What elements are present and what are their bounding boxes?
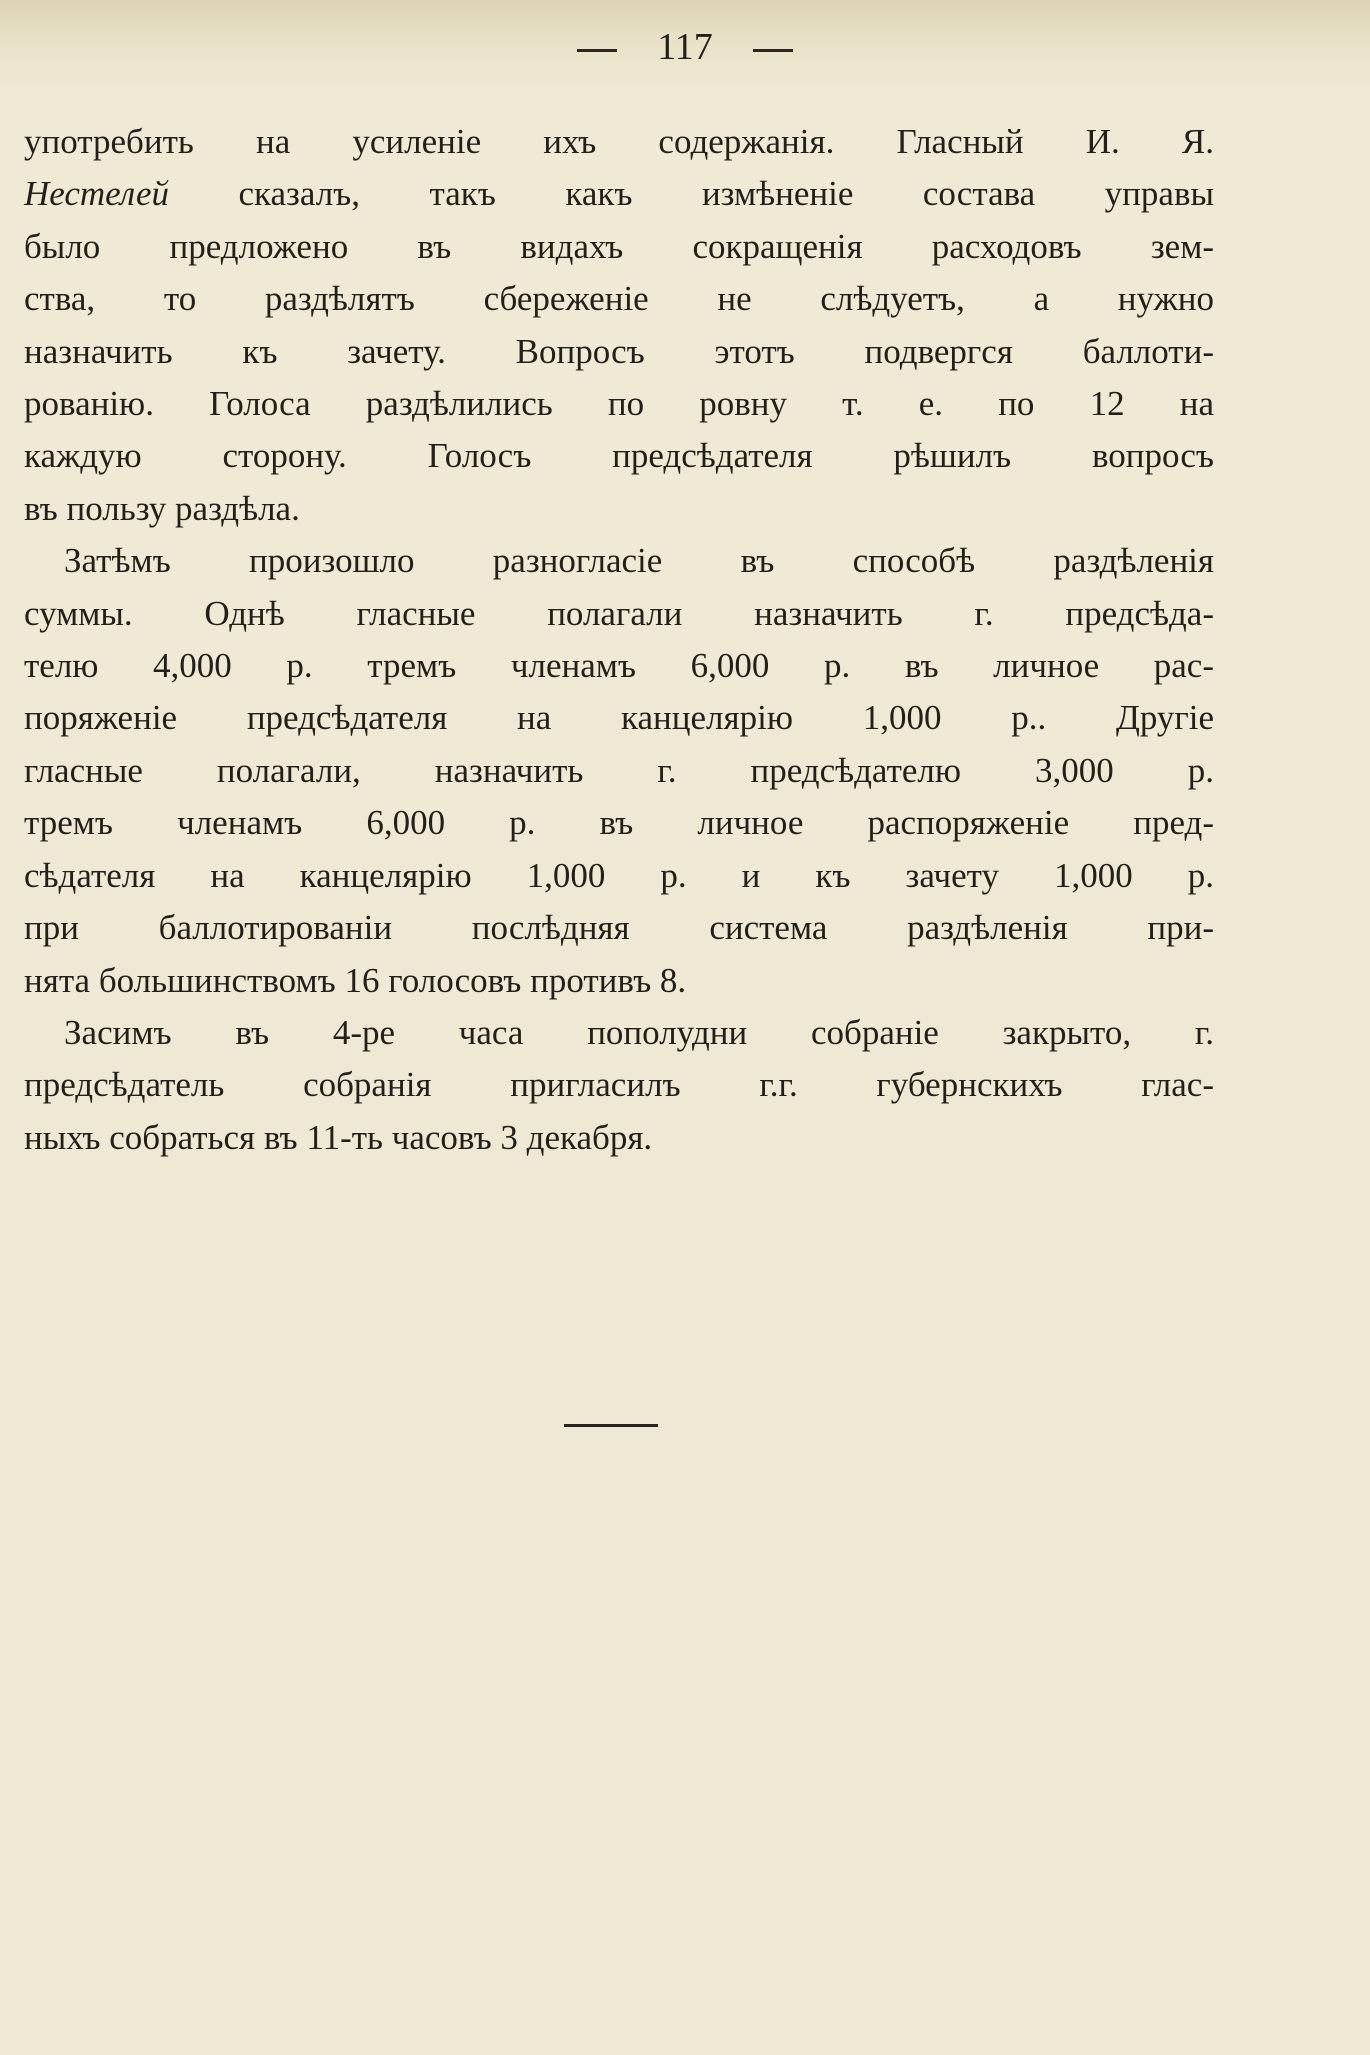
text-line: нята большинствомъ 16 голосовъ противъ 8. [24, 960, 687, 1000]
text-line: сѣдателя на канцелярію 1,000 р. и къ зачету 1,000 р. [24, 855, 1214, 895]
text-line: тремъ членамъ 6,000 р. въ личное распоряженіе пред- [24, 803, 1214, 843]
text-line: гласные полагали, назначить г. предсѣдателю 3,000 р. [24, 750, 1214, 790]
text-line: ства, то раздѣлятъ сбереженіе не слѣдуетъ, а нужно [24, 279, 1214, 319]
paragraph-2 [24, 535, 1214, 1007]
paragraph-3 [24, 1007, 1214, 1164]
paragraph-1 [24, 116, 1214, 535]
dash-left [577, 49, 617, 52]
name-italic: Нестелей [24, 174, 169, 214]
text-line: употребить на усиленіе ихъ содержанія. Гласный И. Я. [24, 122, 1214, 161]
section-end-rule [564, 1424, 658, 1427]
text-line: въ пользу раздѣла. [24, 488, 300, 528]
dash-right [753, 49, 793, 52]
text-span: сказалъ, такъ какъ измѣненіе состава управы [169, 174, 1214, 214]
page-number: 117 [657, 26, 713, 68]
text-line: было предложено въ видахъ сокращенія расходовъ зем- [24, 226, 1214, 266]
text-line: каждую сторону. Голосъ предсѣдателя рѣшилъ вопросъ [24, 436, 1214, 476]
text-line: рованію. Голоса раздѣлились по ровну т. е. по 12 на [24, 384, 1214, 424]
text-line: Затѣмъ произошло разногласіе въ способѣ раздѣленія [64, 541, 1214, 581]
text-line: поряженіе предсѣдателя на канцелярію 1,000 р.. Другіе [24, 698, 1214, 738]
text-line: назначить къ зачету. Вопросъ этотъ подвергся баллоти- [24, 331, 1214, 371]
text-line [24, 168, 1214, 220]
text-line: суммы. Однѣ гласные полагали назначить г. предсѣда- [24, 593, 1214, 633]
text-line: телю 4,000 р. тремъ членамъ 6,000 р. въ личное рас- [24, 646, 1214, 686]
text-line: Засимъ въ 4-ре часа пополудни собраніе закрыто, г. [64, 1012, 1214, 1052]
page-header [0, 18, 1370, 76]
text-line: при баллотированіи послѣдняя система раздѣленія при- [24, 908, 1214, 948]
text-line: предсѣдатель собранія пригласилъ г.г. губернскихъ глас- [24, 1065, 1214, 1105]
text-line: ныхъ собраться въ 11-ть часовъ 3 декабря. [24, 1117, 653, 1157]
page-body [24, 116, 1214, 1164]
